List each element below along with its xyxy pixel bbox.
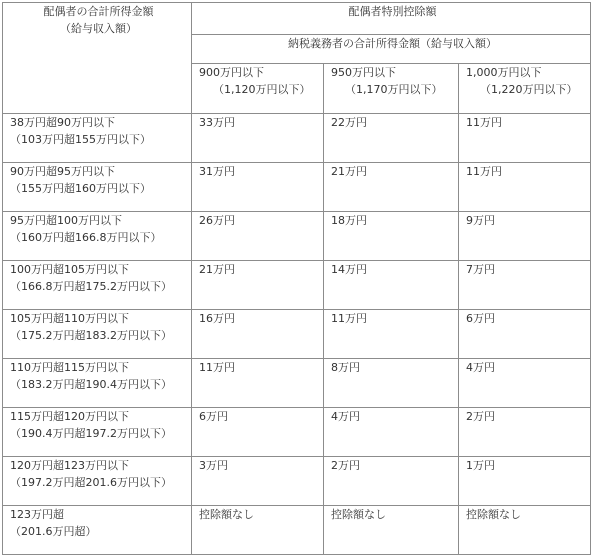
deduction-cell: 9万円 [459,212,591,261]
table-row [3,310,591,359]
spouse-salary-range: （197.2万円超201.6万円以下） [10,476,172,489]
deduction-cell: 31万円 [192,163,324,212]
row-header [3,408,192,457]
column-header [192,64,324,114]
row-header [3,114,192,163]
spouse-income-range: 90万円超95万円以下 [10,165,115,178]
table-row [3,408,591,457]
deduction-cell: 6万円 [459,310,591,359]
spouse-salary-range: （190.4万円超197.2万円以下） [10,427,172,440]
deduction-cell: 33万円 [192,114,324,163]
deduction-cell: 2万円 [324,457,459,506]
spousal-special-deduction-table [2,2,591,555]
taxpayer-income-header: 納税義務者の合計所得金額（給与収入額） [192,35,591,64]
spouse-income-range: 120万円超123万円以下 [10,459,129,472]
column-header-salary: （1,220万円以下） [480,83,578,96]
table-row [3,163,591,212]
table-row [3,212,591,261]
row-header [3,359,192,408]
spouse-income-range: 123万円超 [10,508,64,521]
column-header-salary: （1,170万円以下） [345,83,443,96]
row-header [3,310,192,359]
spouse-salary-range: （183.2万円超190.4万円以下） [10,378,172,391]
deduction-cell: 18万円 [324,212,459,261]
spouse-income-range: 105万円超110万円以下 [10,312,129,325]
deduction-cell: 4万円 [324,408,459,457]
deduction-cell: 21万円 [192,261,324,310]
spouse-income-header-sublabel: （給与収入額） [60,22,137,35]
special-deduction-header: 配偶者特別控除額 [192,3,591,35]
column-header-income: 900万円以下 [199,66,264,79]
deduction-cell: 1万円 [459,457,591,506]
deduction-cell: 21万円 [324,163,459,212]
deduction-cell: 4万円 [459,359,591,408]
spouse-income-range: 95万円超100万円以下 [10,214,122,227]
row-header [3,261,192,310]
spouse-income-header-label: 配偶者の合計所得金額 [43,5,154,18]
spouse-salary-range: （166.8万円超175.2万円以下） [10,280,172,293]
deduction-cell: 11万円 [459,114,591,163]
spouse-income-range: 115万円超120万円以下 [10,410,129,423]
column-header [324,64,459,114]
row-header [3,506,192,555]
deduction-cell: 16万円 [192,310,324,359]
deduction-cell: 2万円 [459,408,591,457]
column-header-income: 950万円以下 [331,66,396,79]
spouse-salary-range: （175.2万円超183.2万円以下） [10,329,172,342]
row-header [3,457,192,506]
table-row [3,506,591,555]
deduction-cell: 控除額なし [324,506,459,555]
deduction-cell: 22万円 [324,114,459,163]
deduction-cell: 8万円 [324,359,459,408]
deduction-table-container [2,2,591,555]
table-row [3,114,591,163]
deduction-cell: 11万円 [324,310,459,359]
spouse-salary-range: （155万円超160万円以下） [10,182,151,195]
row-header [3,163,192,212]
deduction-cell: 11万円 [459,163,591,212]
spouse-income-range: 110万円超115万円以下 [10,361,129,374]
column-header-income: 1,000万円以下 [466,66,542,79]
spouse-income-header [3,3,192,114]
spouse-income-range: 38万円超90万円以下 [10,116,115,129]
spouse-income-range: 100万円超105万円以下 [10,263,129,276]
table-row [3,261,591,310]
deduction-cell: 6万円 [192,408,324,457]
spouse-salary-range: （103万円超155万円以下） [10,133,151,146]
column-header-salary: （1,120万円以下） [213,83,311,96]
deduction-cell: 7万円 [459,261,591,310]
spouse-salary-range: （160万円超166.8万円以下） [10,231,162,244]
deduction-cell: 26万円 [192,212,324,261]
table-row [3,457,591,506]
deduction-cell: 3万円 [192,457,324,506]
row-header [3,212,192,261]
deduction-cell: 14万円 [324,261,459,310]
deduction-cell: 11万円 [192,359,324,408]
spouse-salary-range: （201.6万円超） [10,525,97,538]
deduction-cell: 控除額なし [192,506,324,555]
column-header [459,64,591,114]
table-row [3,359,591,408]
deduction-cell: 控除額なし [459,506,591,555]
